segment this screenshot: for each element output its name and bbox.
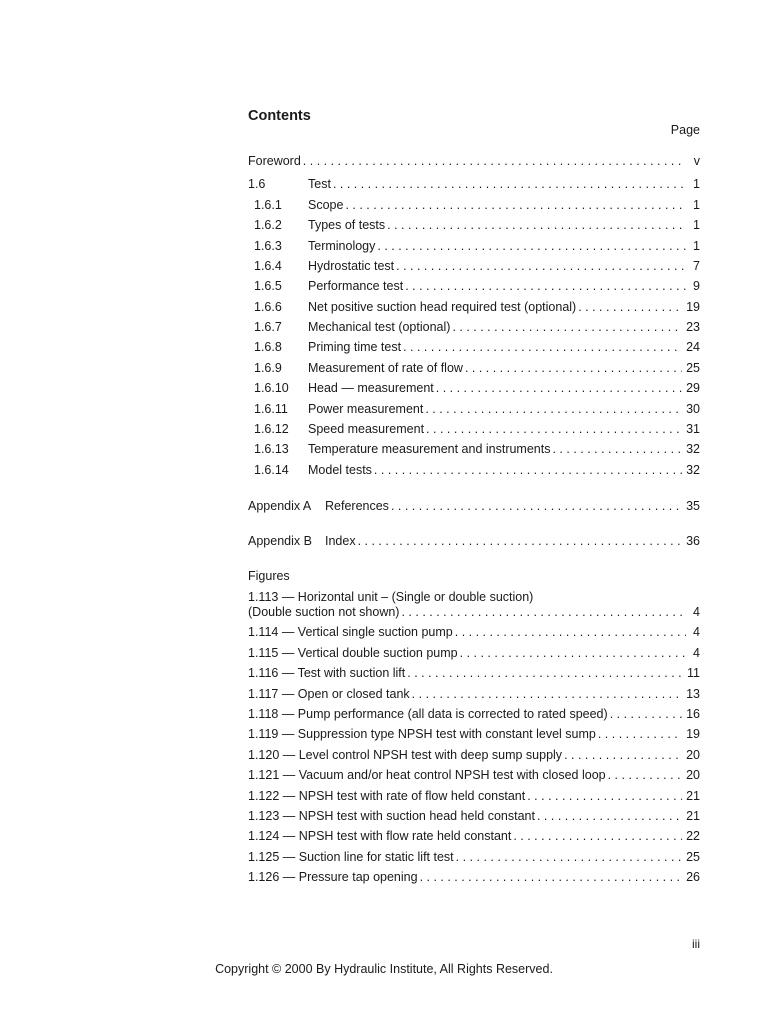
toc-entry-figure[interactable] bbox=[248, 849, 700, 865]
toc-entry-subsection[interactable] bbox=[248, 299, 700, 315]
toc-entry-number: 1.6.13 bbox=[254, 442, 289, 457]
toc-entry-figure[interactable] bbox=[248, 828, 700, 844]
dot-leader bbox=[452, 319, 682, 335]
toc-entry-title: Head — measurement bbox=[308, 381, 434, 396]
dot-leader bbox=[527, 788, 682, 804]
toc-entry-title: Priming time test bbox=[308, 340, 402, 355]
toc-entry-page: 23 bbox=[686, 320, 700, 335]
toc-entry-figure[interactable] bbox=[248, 706, 700, 722]
toc-entry-page: 26 bbox=[686, 870, 700, 885]
toc-entry-page: 20 bbox=[686, 747, 700, 762]
toc-entry-title: Performance test bbox=[308, 279, 404, 294]
toc-entry-subsection[interactable] bbox=[248, 401, 700, 417]
contents-heading: Contents bbox=[248, 108, 311, 124]
toc-entry-foreword[interactable] bbox=[248, 153, 700, 169]
toc-entry-number: 1.6.7 bbox=[254, 320, 282, 335]
toc-entry-subsection[interactable] bbox=[248, 319, 700, 335]
toc-entry-title: Index bbox=[325, 534, 356, 548]
dot-leader bbox=[303, 153, 686, 169]
toc-entry-number: 1.6.2 bbox=[254, 218, 282, 233]
toc-entry-subsection[interactable] bbox=[248, 258, 700, 274]
dot-leader bbox=[426, 421, 682, 437]
dot-leader bbox=[425, 401, 682, 417]
toc-entry-page: 4 bbox=[693, 645, 700, 660]
toc-entry-page: 25 bbox=[686, 849, 700, 864]
toc-entry-page: 1 bbox=[693, 198, 700, 212]
toc-entry-page: 4 bbox=[693, 605, 700, 619]
dot-leader bbox=[387, 217, 686, 233]
toc-entry-number: 1.6.1 bbox=[254, 198, 282, 212]
toc-entry-number: 1.6.6 bbox=[254, 299, 282, 314]
toc-entry-subsection[interactable] bbox=[248, 380, 700, 396]
toc-entry-section[interactable] bbox=[248, 176, 700, 192]
toc-entry-figure[interactable] bbox=[248, 645, 700, 661]
toc-entry-title: 1.114 — Vertical single suction pump bbox=[248, 625, 453, 640]
toc-entry-title: 1.120 — Level control NPSH test with deep sump supply bbox=[248, 747, 563, 762]
toc-entry-number: 1.6.9 bbox=[254, 360, 282, 375]
toc-entry-page: 24 bbox=[686, 340, 700, 355]
dot-leader bbox=[420, 869, 683, 885]
toc-entry-page: 22 bbox=[686, 829, 700, 844]
toc-entry-title: 1.125 — Suction line for static lift test bbox=[248, 849, 454, 864]
toc-entry-subsection[interactable] bbox=[248, 339, 700, 355]
toc-entry-page: 21 bbox=[686, 809, 700, 823]
dot-leader bbox=[465, 360, 682, 376]
toc-entry-number: 1.6.11 bbox=[254, 401, 288, 416]
dot-leader bbox=[455, 624, 686, 640]
toc-entry-page: 13 bbox=[686, 686, 700, 701]
toc-entry-title: 1.121 — Vacuum and/or heat control NPSH test with closed loop bbox=[248, 768, 606, 783]
toc-entry-subsection[interactable] bbox=[248, 197, 700, 213]
toc-entry-number: Appendix A bbox=[248, 499, 312, 513]
toc-entry-subsection[interactable] bbox=[248, 238, 700, 254]
toc-entry-page: 16 bbox=[686, 707, 700, 721]
toc-entry-subsection[interactable] bbox=[248, 462, 700, 478]
dot-leader bbox=[436, 380, 682, 396]
toc-entry-title: 1.115 — Vertical double suction pump bbox=[248, 645, 458, 660]
toc-entry-page: 4 bbox=[693, 625, 700, 640]
toc-entry-page: v bbox=[693, 154, 700, 168]
toc-entry-figure[interactable] bbox=[248, 624, 700, 640]
dot-leader bbox=[460, 645, 686, 661]
toc-entry-figure[interactable] bbox=[248, 686, 700, 702]
dot-leader bbox=[374, 462, 682, 478]
toc-entry-page: 11 bbox=[687, 666, 700, 681]
page-column-label: Page bbox=[670, 123, 700, 137]
toc-entry-title: Model tests bbox=[308, 462, 372, 477]
dot-leader bbox=[598, 726, 682, 742]
toc-entry-page: 21 bbox=[686, 788, 700, 803]
toc-entry-figure[interactable] bbox=[248, 726, 700, 742]
dot-leader bbox=[403, 339, 682, 355]
dot-leader bbox=[608, 767, 682, 783]
figures-heading: Figures bbox=[248, 569, 290, 583]
toc-entry-figure[interactable] bbox=[248, 604, 700, 620]
toc-entry-figure[interactable] bbox=[248, 665, 700, 681]
figure-first-line: 1.113 — Horizontal unit – (Single or double suction) bbox=[248, 590, 534, 604]
dot-leader bbox=[537, 808, 682, 824]
toc-entry-page: 35 bbox=[686, 499, 700, 513]
toc-entry-number: 1.6 bbox=[248, 177, 266, 191]
toc-entry-page: 32 bbox=[686, 462, 700, 477]
toc-entry-figure[interactable] bbox=[248, 869, 700, 885]
toc-entry-page: 19 bbox=[686, 299, 700, 314]
toc-entry-number: 1.6.14 bbox=[254, 462, 289, 477]
dot-leader bbox=[552, 441, 682, 457]
toc-entry-title: Speed measurement bbox=[308, 421, 425, 436]
toc-entry-page: 25 bbox=[686, 360, 700, 375]
dot-leader bbox=[377, 238, 686, 254]
dot-leader bbox=[405, 278, 686, 294]
toc-entry-number: Appendix B bbox=[248, 534, 312, 548]
toc-entry-figure[interactable] bbox=[248, 788, 700, 804]
toc-entry-number: 1.6.10 bbox=[254, 381, 289, 396]
toc-entry-page: 19 bbox=[686, 727, 700, 742]
dot-leader bbox=[610, 706, 682, 722]
toc-entry-page: 1 bbox=[693, 177, 700, 191]
toc-entry-appendix-a[interactable] bbox=[248, 498, 700, 514]
toc-entry-page: 7 bbox=[693, 259, 700, 274]
toc-entry-title: 1.124 — NPSH test with flow rate held constant bbox=[248, 829, 512, 844]
toc-entry-page: 36 bbox=[686, 534, 700, 548]
toc-entry-title: Measurement of rate of flow bbox=[308, 360, 463, 375]
dot-leader bbox=[412, 686, 682, 702]
toc-entry-page: 9 bbox=[693, 279, 700, 294]
toc-entry-number: 1.6.12 bbox=[254, 421, 289, 436]
dot-leader bbox=[401, 604, 686, 620]
toc-entry-title: 1.117 — Open or closed tank bbox=[248, 686, 410, 701]
toc-entry-page: 29 bbox=[686, 381, 700, 396]
dot-leader bbox=[345, 197, 686, 213]
toc-entry-title: 1.123 — NPSH test with suction head held constant bbox=[248, 809, 535, 823]
dot-leader bbox=[456, 849, 682, 865]
toc-entry-title: 1.118 — Pump performance (all data is corrected to rated speed) bbox=[248, 707, 608, 721]
toc-entry-title: Test bbox=[308, 177, 331, 191]
toc-entry-title: Temperature measurement and instruments bbox=[308, 442, 551, 457]
toc-entry-title: Types of tests bbox=[308, 218, 386, 233]
toc-entry-title: Net positive suction head required test (optional) bbox=[308, 299, 577, 314]
toc-entry-title: Scope bbox=[308, 198, 344, 212]
toc-entry-page: 1 bbox=[693, 238, 700, 253]
toc-entry-number: 1.6.3 bbox=[254, 238, 282, 253]
dot-leader bbox=[513, 828, 682, 844]
toc-entry-page: 32 bbox=[686, 442, 700, 457]
toc-entry-figure[interactable] bbox=[248, 747, 700, 763]
toc-entry-subsection[interactable] bbox=[248, 278, 700, 294]
dot-leader bbox=[396, 258, 686, 274]
toc-entry-title: Mechanical test (optional) bbox=[308, 320, 451, 335]
toc-entry-page: 31 bbox=[686, 421, 700, 436]
toc-entry-page: 30 bbox=[686, 401, 700, 416]
dot-leader bbox=[407, 665, 683, 681]
dot-leader bbox=[564, 747, 682, 763]
copyright-notice: Copyright © 2000 By Hydraulic Institute, All Rights Reserved. bbox=[215, 962, 553, 976]
toc-entry-figure[interactable] bbox=[248, 808, 700, 824]
page-number: iii bbox=[692, 937, 700, 951]
toc-entry-title: 1.116 — Test with suction lift bbox=[248, 666, 406, 681]
toc-entry-subsection[interactable] bbox=[248, 421, 700, 437]
toc-entry-subsection[interactable] bbox=[248, 217, 700, 233]
dot-leader bbox=[333, 176, 686, 192]
toc-entry-title: (Double suction not shown) bbox=[248, 605, 400, 619]
dot-leader bbox=[358, 533, 683, 549]
toc-entry-number: 1.6.4 bbox=[254, 259, 282, 274]
toc-entry-title: 1.126 — Pressure tap opening bbox=[248, 870, 418, 885]
toc-entry-page: 20 bbox=[686, 768, 700, 783]
toc-entry-number: 1.6.8 bbox=[254, 340, 282, 355]
toc-entry-title: Foreword bbox=[248, 154, 301, 168]
toc-entry-title: Terminology bbox=[308, 238, 376, 253]
toc-entry-title: Power measurement bbox=[308, 401, 424, 416]
toc-entry-number: 1.6.5 bbox=[254, 279, 282, 294]
dot-leader bbox=[391, 498, 682, 514]
toc-entry-figure[interactable] bbox=[248, 767, 700, 783]
toc-entry-appendix-b[interactable] bbox=[248, 533, 700, 549]
dot-leader bbox=[578, 299, 682, 315]
toc-entry-subsection[interactable] bbox=[248, 441, 700, 457]
toc-entry-title: 1.119 — Suppression type NPSH test with constant level sump bbox=[248, 727, 596, 742]
toc-entry-title: References bbox=[325, 499, 389, 513]
toc-entry-subsection[interactable] bbox=[248, 360, 700, 376]
toc-entry-title: 1.122 — NPSH test with rate of flow held constant bbox=[248, 788, 526, 803]
toc-entry-page: 1 bbox=[693, 218, 700, 233]
toc-entry-title: Hydrostatic test bbox=[308, 259, 395, 274]
